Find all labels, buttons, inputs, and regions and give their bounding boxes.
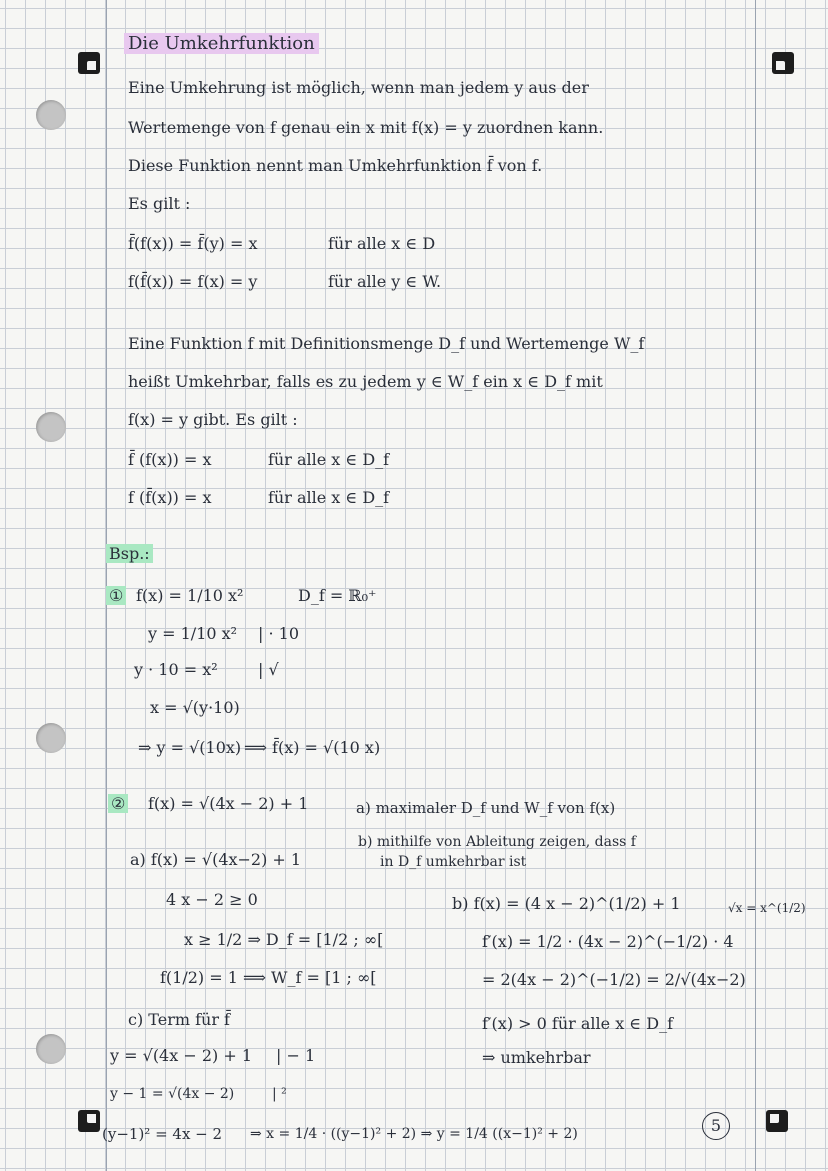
part-c-title: c) Term für f̄ xyxy=(128,1010,230,1029)
part-b-line: = 2(4x − 2)^(−1/2) = 2/√(4x−2) xyxy=(482,970,746,989)
part-a-line: 4 x − 2 ≥ 0 xyxy=(166,890,258,909)
corner-marker-top-right xyxy=(772,52,794,74)
example-1-line: f(x) = 1/10 x² xyxy=(136,586,244,605)
rule-condition: für alle y ∈ W. xyxy=(328,272,442,291)
definition-line: Eine Funktion f mit Definitionsmenge D_f und Wertemenge W_f xyxy=(128,334,645,353)
punch-hole xyxy=(36,1034,66,1064)
rule-formula: f (f̄(x)) = x xyxy=(128,488,212,507)
corner-marker-bottom-right xyxy=(766,1110,788,1132)
rule-formula: f̄ (f(x)) = x xyxy=(128,450,212,469)
intro-line: Wertemenge von f genau ein x mit f(x) = y zuordnen kann. xyxy=(128,118,604,137)
part-c-line: (y−1)² = 4x − 2 xyxy=(102,1125,223,1143)
punch-hole xyxy=(36,412,66,442)
part-b-line: b) f(x) = (4 x − 2)^(1/2) + 1 xyxy=(452,894,681,913)
intro-line: Eine Umkehrung ist möglich, wenn man jedem y aus der xyxy=(128,78,589,97)
title-text: Die Umkehrfunktion xyxy=(124,33,319,54)
example-1-line: x = √(y·10) xyxy=(150,698,240,717)
example-2-number: ② xyxy=(108,794,128,814)
rule-formula: f(f̄(x)) = f(x) = y xyxy=(128,272,258,291)
rule-condition: für alle x ∈ D_f xyxy=(268,450,390,469)
corner-marker-top-left xyxy=(78,52,100,74)
example-2-task-b: b) mithilfe von Ableitung zeigen, dass f xyxy=(358,834,636,850)
side-note: √x = x^(1/2) xyxy=(728,901,806,915)
punch-hole xyxy=(36,723,66,753)
page-number: 5 xyxy=(702,1112,730,1140)
part-a-line: x ≥ 1/2 ⇒ D_f = [1/2 ; ∞[ xyxy=(184,930,384,949)
corner-marker-bottom-left xyxy=(78,1110,100,1132)
example-1-note: | √ xyxy=(258,660,279,679)
example-1-number: ① xyxy=(106,586,126,606)
intro-line: Diese Funktion nennt man Umkehrfunktion f̄ von f. xyxy=(128,156,543,175)
example-2-task-b: in D_f umkehrbar ist xyxy=(380,854,527,870)
part-b-line: f′(x) > 0 für alle x ∈ D_f xyxy=(482,1014,673,1033)
part-a-line: f(1/2) = 1 ⟹ W_f = [1 ; ∞[ xyxy=(160,968,377,987)
example-2-function: f(x) = √(4x − 2) + 1 xyxy=(148,794,309,813)
example-1-line: y · 10 = x² xyxy=(134,660,218,679)
example-1-line: ⇒ y = √(10x) xyxy=(138,738,242,757)
definition-line: heißt Umkehrbar, falls es zu jedem y ∈ W_f ein x ∈ D_f mit xyxy=(128,372,603,391)
part-c-line: y = √(4x − 2) + 1 xyxy=(110,1046,253,1065)
intro-line: Es gilt : xyxy=(128,194,191,213)
example-2-task-a: a) maximaler D_f und W_f von f(x) xyxy=(356,799,616,817)
part-c-result: ⇒ x = 1/4 · ((y−1)² + 2) ⇒ y = 1/4 ((x−1)² + 2) xyxy=(250,1126,578,1142)
part-c-line: y − 1 = √(4x − 2) xyxy=(110,1086,235,1102)
page-title xyxy=(124,34,319,54)
rule-formula: f̄(f(x)) = f̄(y) = x xyxy=(128,234,258,253)
part-a-line: a) f(x) = √(4x−2) + 1 xyxy=(130,850,302,869)
part-c-note: | − 1 xyxy=(276,1046,316,1065)
example-label: Bsp.: xyxy=(106,544,153,564)
example-1-line: y = 1/10 x² xyxy=(148,624,238,643)
example-1-result: ⟹ f̄(x) = √(10 x) xyxy=(244,738,381,757)
rule-condition: für alle x ∈ D xyxy=(328,234,436,253)
rule-condition: für alle x ∈ D_f xyxy=(268,488,390,507)
part-c-note: | ² xyxy=(272,1086,287,1102)
margin-line-right xyxy=(755,0,756,1171)
punch-hole xyxy=(36,100,66,130)
part-b-line: ⇒ umkehrbar xyxy=(482,1048,591,1067)
definition-line: f(x) = y gibt. Es gilt : xyxy=(128,410,298,429)
example-1-note: | · 10 xyxy=(258,624,300,643)
part-b-line: f′(x) = 1/2 · (4x − 2)^(−1/2) · 4 xyxy=(482,932,734,951)
example-1-note: D_f = ℝ₀⁺ xyxy=(298,586,377,605)
